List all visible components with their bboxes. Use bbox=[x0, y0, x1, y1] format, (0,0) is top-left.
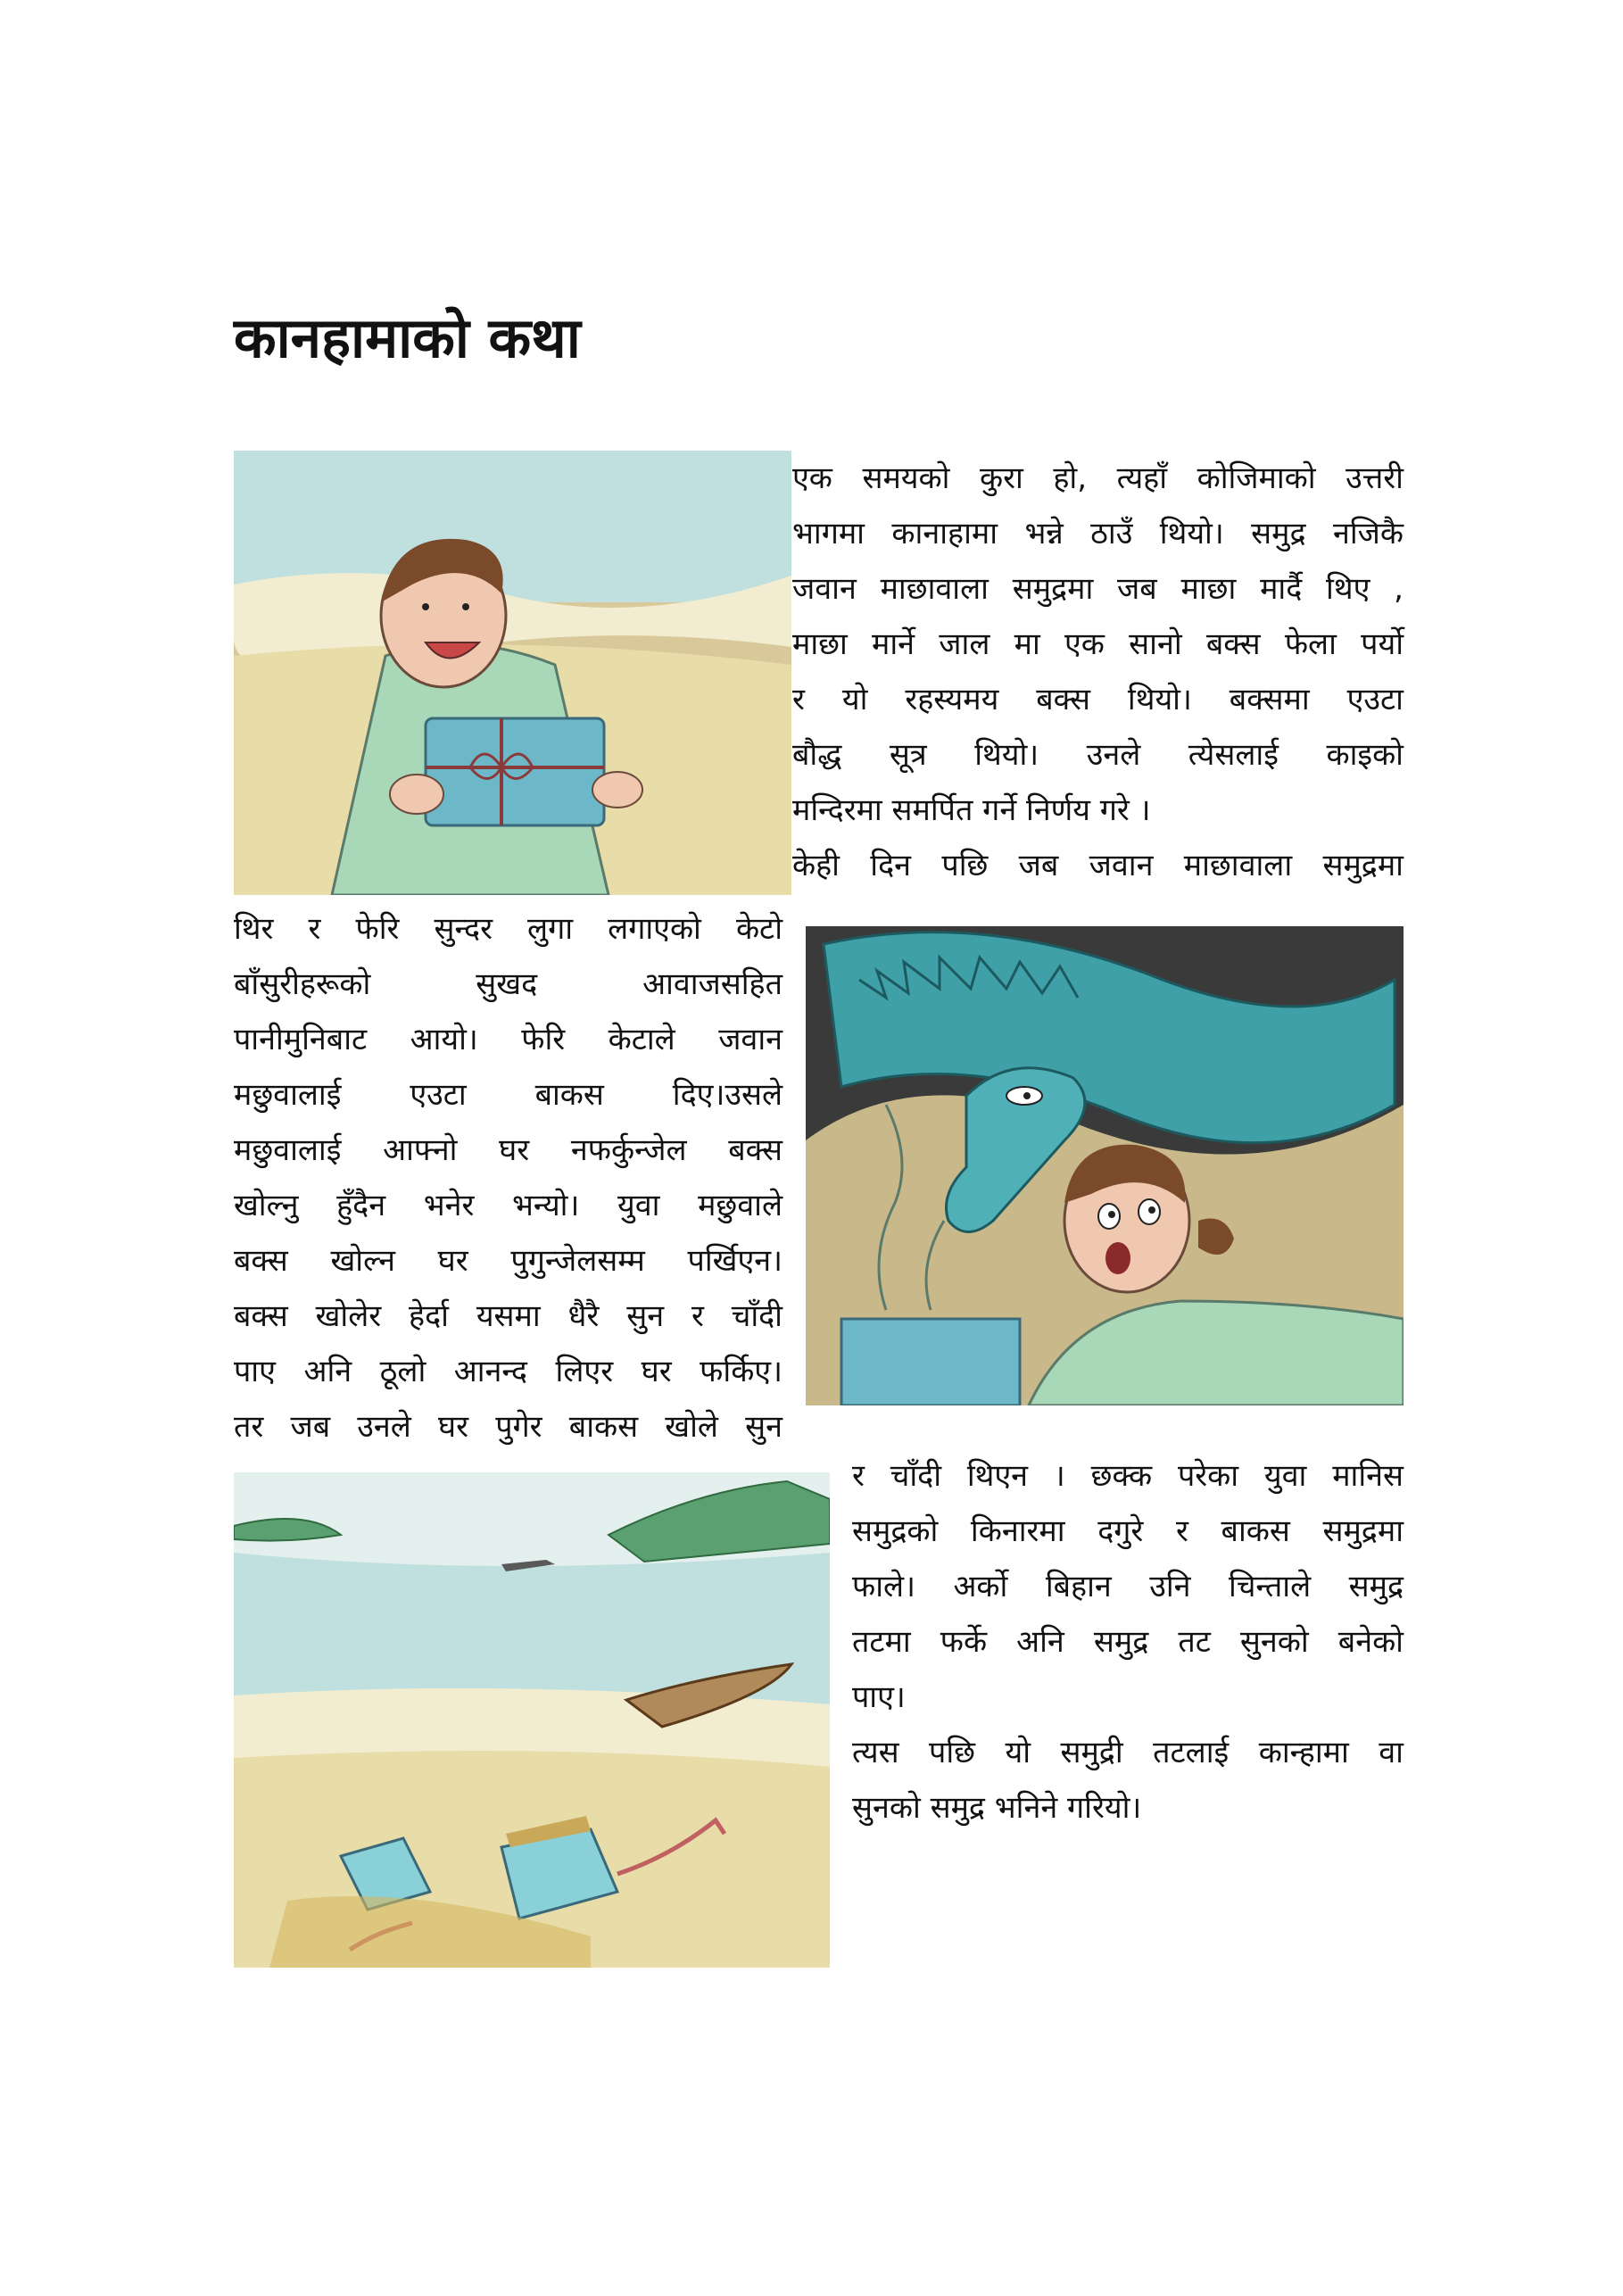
text-line: थिर र फेरि सुन्दर लुगा लगाएको केटो bbox=[234, 911, 783, 947]
text-line: केही दिन पछि जब जवान माछावाला समुद्रमा bbox=[792, 848, 1404, 883]
text-line: खोल्नु हुँदैन भनेर भन्यो। युवा मछुवाले bbox=[234, 1188, 783, 1223]
text-line: पाए। bbox=[852, 1679, 906, 1715]
story-paragraph-3 bbox=[852, 1448, 1404, 1725]
text-line: बक्स खोलेर हेर्दा यसमा धैरै सुन र चाँदी bbox=[234, 1298, 783, 1334]
text-line: बाँसुरीहरूको सुखद आवाजसहित bbox=[234, 966, 783, 1002]
text-line: भागमा कानाहामा भन्ने ठाउँ थियो। समुद्र नजिकै bbox=[792, 516, 1404, 551]
text-line: र यो रहस्यमय बक्स थियो। बक्समा एउटा bbox=[792, 682, 1404, 717]
dragon-and-boy-illustration bbox=[806, 926, 1404, 1405]
text-line: मछुवालाई आफ्नो घर नफर्कुन्जेल बक्स bbox=[234, 1132, 783, 1168]
text-line: तटमा फर्के अनि समुद्र तट सुनको बनेको bbox=[852, 1624, 1404, 1660]
text-line: बक्स खोल्न घर पुगुन्जेलसम्म पर्खिएन। bbox=[234, 1243, 783, 1279]
story-paragraph-4 bbox=[852, 1725, 1404, 1836]
text-line: एक समयको कुरा हो, त्यहाँ कोजिमाको उत्तरी bbox=[792, 460, 1404, 496]
story-paragraph-1 bbox=[792, 451, 1404, 893]
text-line: पानीमुनिबाट आयो। फेरि केटाले जवान bbox=[234, 1022, 783, 1057]
text-line: तर जब उनले घर पुगेर बाकस खोले सुन bbox=[234, 1409, 783, 1445]
text-line: जवान माछावाला समुद्रमा जब माछा मार्दै थिए , bbox=[792, 571, 1404, 607]
beach-with-broken-box-illustration bbox=[234, 1472, 830, 1968]
text-line: फाले। अर्को बिहान उनि चिन्ताले समुद्र bbox=[852, 1569, 1404, 1604]
text-line: माछा मार्ने जाल मा एक सानो बक्स फेला पर्यो bbox=[792, 626, 1404, 662]
text-line: बौद्ध सूत्र थियो। उनले त्येसलाई काइको bbox=[792, 737, 1404, 773]
text-line: पाए अनि ठूलो आनन्द लिएर घर फर्किए। bbox=[234, 1354, 783, 1389]
text-line: मन्दिरमा समर्पित गर्ने निर्णय गरे । bbox=[792, 792, 1151, 828]
story-paragraph-2 bbox=[234, 901, 783, 1455]
text-line: मछुवालाई एउटा बाकस दिए।उसले bbox=[234, 1077, 783, 1113]
text-line: समुद्रको किनारमा दगुरे र बाकस समुद्रमा bbox=[852, 1513, 1404, 1549]
text-line: त्यस पछि यो समुद्री तटलाई कान्हामा वा bbox=[852, 1735, 1404, 1770]
page-title: कानहामाको कथा bbox=[234, 305, 581, 370]
text-line: र चाँदी थिएन । छक्क परेका युवा मानिस bbox=[852, 1458, 1404, 1494]
text-line: सुनको समुद्र भनिने गरियो। bbox=[852, 1790, 1142, 1826]
boy-with-box-illustration bbox=[234, 451, 791, 895]
